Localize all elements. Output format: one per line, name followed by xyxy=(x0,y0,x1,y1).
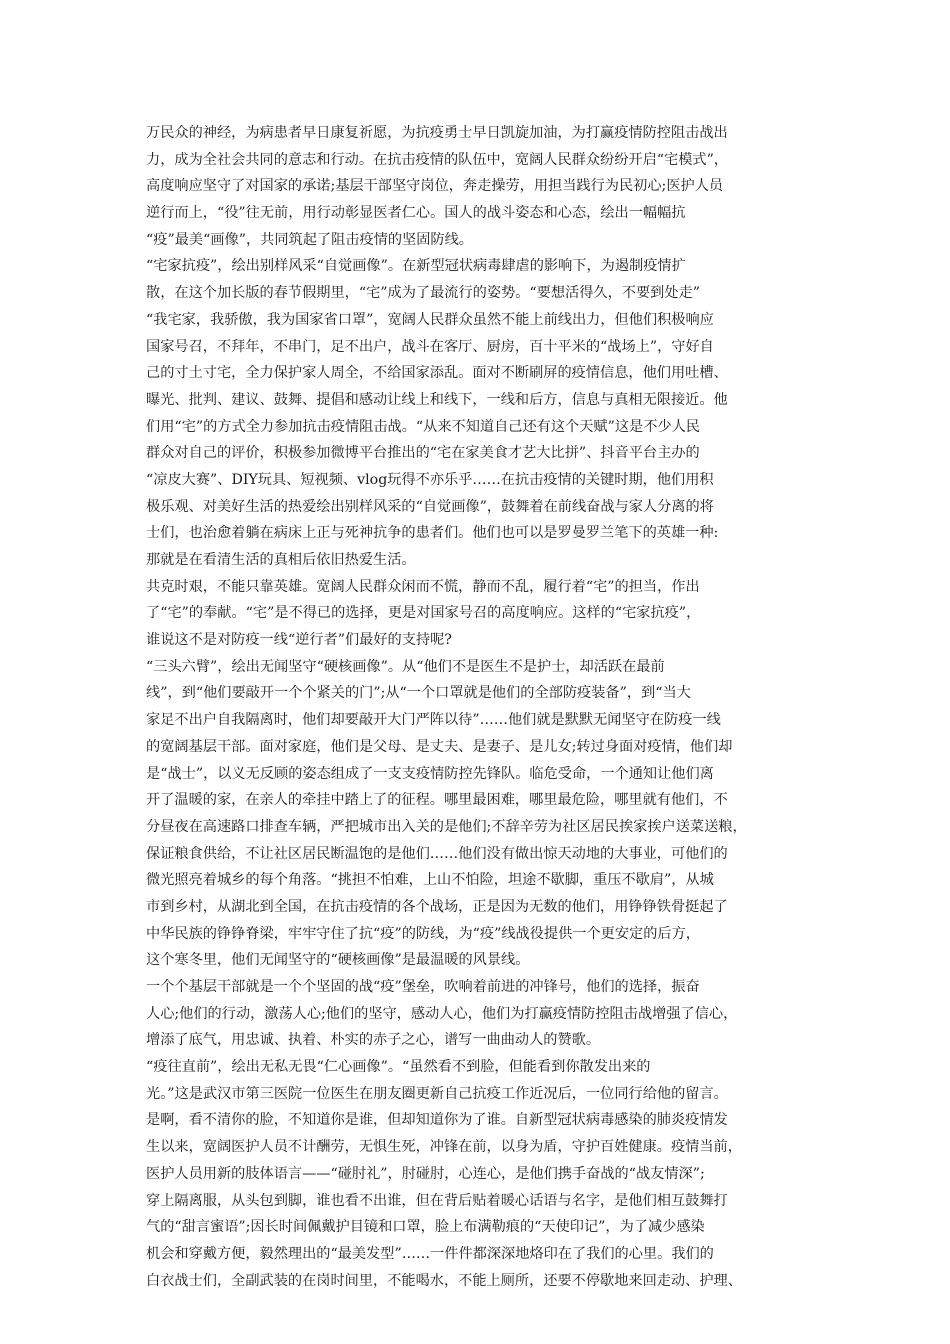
text-line: 是啊，看不清你的脸，不知道你是谁，但却知道你为了谁。自新型冠状病毒感染的肺炎疫情发 xyxy=(146,1112,728,1129)
text-line: 了“宅”的奉献。“宅”是不得已的选择，更是对国家号召的高度响应。这样的“宅家抗疫”， xyxy=(146,605,701,622)
text-line: 国家号召，不拜年，不串门，足不出户，战斗在客厅、厨房，百十平米的“战场上”，守好自 xyxy=(146,338,714,355)
text-line: 士们，也治愈着躺在病床上正与死神抗争的患者们。他们也可以是罗曼罗兰笔下的英雄一种: xyxy=(146,525,719,542)
text-line: 白衣战士们，全副武装的在岗时间里，不能喝水，不能上厕所，还要不停歇地来回走动、护理、 xyxy=(146,1272,742,1289)
text-line: 那就是在看清生活的真相后依旧热爱生活。 xyxy=(146,552,416,568)
text-line: 光。”这是武汉市第三医院一位医生在朋友圈更新自己抗疫工作近况后，一位同行给他的留言。 xyxy=(146,1085,728,1102)
paragraph-stay-home xyxy=(146,253,810,573)
text-line: “疫”最美“画像”，共同筑起了阻击疫情的坚固防线。 xyxy=(146,231,473,248)
text-line: 高度响应坚守了对国家的承诺;基层干部坚守岗位，奔走操劳，用担当践行为民初心;医护人员 xyxy=(146,178,724,195)
paragraph-intro xyxy=(146,120,810,253)
text-line: 一个个基层干部就是一个个坚固的战“疫”堡垒，吹响着前进的冲锋号，他们的选择，振奋 xyxy=(146,979,700,995)
text-line: 微光照亮着城乡的每个角落。“挑担不怕难，上山不怕险，坦途不歇脚，重压不歇肩”，从城 xyxy=(146,872,714,889)
text-line: 家足不出户自我隔离时，他们却要敲开大门严阵以待”……他们就是默默无闻坚守在防疫一线 xyxy=(146,712,721,729)
paragraph-grassroots-summary xyxy=(146,974,810,1054)
text-line: 人心;他们的行动，激荡人心;他们的坚守，感动人心，他们为打赢疫情防控阻击战增强了信心， xyxy=(146,1005,738,1022)
text-line: 们用“宅”的方式全力参加抗击疫情阻击战。“从来不知道自己还有这个天赋”这是不少人民 xyxy=(146,418,700,435)
paragraph-medical-staff xyxy=(146,1054,810,1294)
paragraph-stay-home-summary xyxy=(146,574,810,654)
text-line: 极乐观、对美好生活的热爱绘出别样风采的“自觉画像”，鼓舞着在前线奋战与家人分离的将 xyxy=(146,498,714,515)
text-line: “疫往直前”，绘出无私无畏“仁心画像”。“虽然看不到脸，但能看到你散发出来的 xyxy=(146,1059,651,1076)
text-line: 医护人员用新的肢体语言——“碰肘礼”，肘碰肘，心连心，是他们携手奋战的“战友情深”; xyxy=(146,1165,705,1182)
text-line: 穿上隔离服，从头包到脚，谁也看不出谁，但在背后贴着暖心话语与名字，是他们相互鼓舞打 xyxy=(146,1192,728,1209)
text-line: 市到乡村，从湖北到全国，在抗击疫情的各个战场，正是因为无数的他们，用铮铮铁骨挺起了 xyxy=(146,898,728,915)
text-line: “三头六臂”，绘出无闻坚守“硬核画像”。从“他们不是医生不是护士，却活跃在最前 xyxy=(146,658,665,675)
text-line: “凉皮大赛”、DIY玩具、短视频、vlog玩得不亦乐乎……在抗击疫情的关键时期，他们用积 xyxy=(146,471,714,488)
text-line: 的宽阔基层干部。面对家庭，他们是父母、是丈夫、是妻子、是儿女;转过身面对疫情，他们却 xyxy=(146,738,733,755)
text-line: 分昼夜在高速路口排查车辆，严把城市出入关的是他们;不辞辛劳为社区居民挨家挨户送菜送粮， xyxy=(146,818,747,835)
text-line: 曝光、批判、建议、鼓舞、提倡和感动让线上和线下，一线和后方，信息与真相无限接近。他 xyxy=(146,391,728,408)
text-line: 机会和穿戴方便，毅然理出的“最美发型”……一件件都深深地烙印在了我们的心里。我们的 xyxy=(146,1245,714,1262)
text-line: 气的“甜言蜜语”;因长时间佩戴护目镜和口罩，脸上布满勒痕的“天使印记”，为了减少感染 xyxy=(146,1219,705,1236)
text-line: 己的寸土寸宅，全力保护家人周全，不给国家添乱。面对不断刷屏的疫情信息，他们用吐槽、 xyxy=(146,365,728,382)
text-line: 谁说这不是对防疫一线“逆行者”们最好的支持呢? xyxy=(146,632,452,649)
text-line: 逆行而上，“役”往无前，用行动彰显医者仁心。国人的战斗姿态和心态，绘出一幅幅抗 xyxy=(146,205,686,222)
paragraph-grassroots-cadres xyxy=(146,654,810,974)
text-line: 这个寒冬里，他们无闻坚守的“硬核画像”是最温暖的风景线。 xyxy=(146,952,530,969)
text-line: 开了温暖的家，在亲人的牵挂中踏上了的征程。哪里最困难，哪里最危险，哪里就有他们，不 xyxy=(146,792,728,809)
text-line: 群众对自己的评价，积极参加微博平台推出的“宅在家美食才艺大比拼”、抖音平台主办的 xyxy=(146,445,700,462)
text-line: 共克时艰，不能只靠英雄。宽阔人民群众闲而不慌，静而不乱，履行着“宅”的担当，作出 xyxy=(146,578,700,595)
text-line: 力，成为全社会共同的意志和行动。在抗击疫情的队伍中，宽阔人民群众纷纷开启“宅模式”， xyxy=(146,151,729,168)
text-line: 万民众的神经，为病患者早日康复祈愿，为抗疫勇士早日凯旋加油，为打赢疫情防控阻击战出 xyxy=(146,125,728,141)
text-line: 散，在这个加长版的春节假期里，“宅”成为了最流行的姿势。“要想活得久，不要到处走” xyxy=(146,285,700,302)
text-line: “宅家抗疫”，绘出别样风采“自觉画像”。在新型冠状病毒肆虐的影响下，为遏制疫情扩 xyxy=(146,258,686,275)
text-line: 保证粮食供给，不让社区居民断温饱的是他们……他们没有做出惊天动地的大事业，可他们的 xyxy=(146,845,728,862)
text-line: 增添了底气，用忠诚、执着、朴实的赤子之心，谱写一曲曲动人的赞歌。 xyxy=(146,1032,601,1049)
text-line: 中华民族的铮铮脊梁，牢牢守住了抗“疫”的防线，为“疫”线战役提供一个更安定的后方， xyxy=(146,925,700,942)
text-line: 是“战士”，以义无反顾的姿态组成了一支支疫情防控先锋队。临危受命，一个通知让他们离 xyxy=(146,765,714,782)
text-line: “我宅家，我骄傲，我为国家省口罩”，宽阔人民群众虽然不能上前线出力，但他们积极响应 xyxy=(146,311,714,328)
document-page xyxy=(146,120,810,1294)
text-line: 生以来，宽阔医护人员不计酬劳，无惧生死，冲锋在前，以身为盾，守护百姓健康。疫情当前， xyxy=(146,1139,742,1156)
text-line: 线”，到“他们要敲开一个个紧关的门”;从“一个口罩就是他们的全部防疫装备”，到“当大 xyxy=(146,685,691,702)
